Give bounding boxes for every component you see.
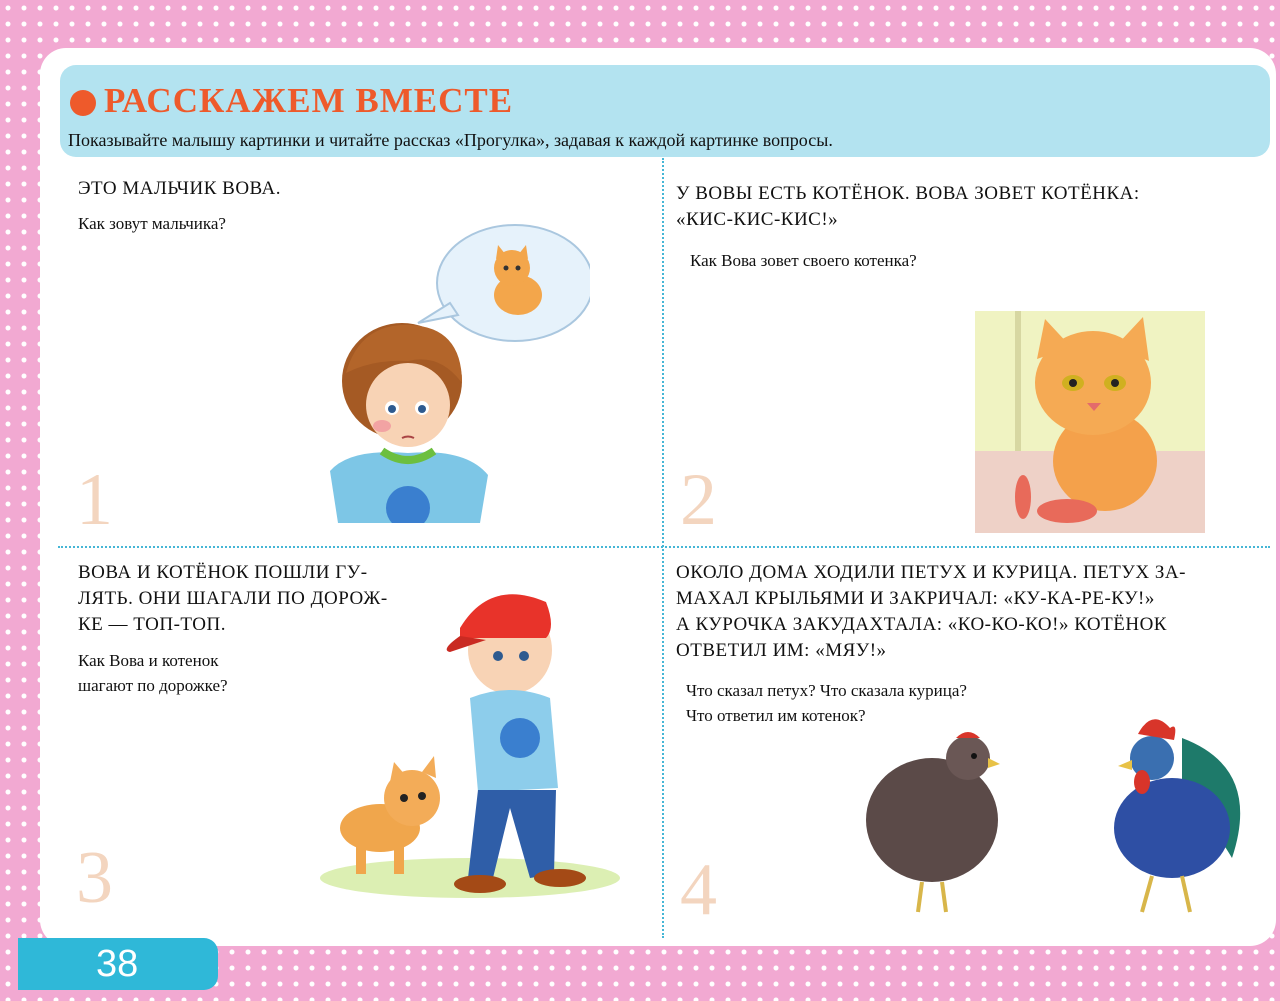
story-line: ЭТО МАЛЬЧИК ВОВА. [78,178,281,199]
story-line: ОТВЕТИЛ ИМ: «МЯУ!» [676,640,887,661]
book-page [40,48,1276,946]
question-line: Что ответил им котенок? [686,706,866,725]
boy-with-thought-bubble-illustration [290,223,590,523]
panel-2-number: 2 [680,459,717,541]
story-line: КЕ — ТОП-ТОП. [78,614,226,635]
panel-3-number: 3 [76,837,113,919]
question-line: шагают по дорожке? [78,676,228,695]
question-line: Как Вова и котенок [78,651,219,670]
panel-1-question [78,211,226,236]
horizontal-divider [58,546,1270,548]
page-number: 38 [96,943,139,985]
story-line: А КУРОЧКА ЗАКУДАХТАЛА: «КО-КО-КО!» КОТЁНОК [676,614,1167,635]
story-line: «КИС-КИС-КИС!» [676,209,839,230]
hen-and-rooster-illustration [852,698,1252,923]
section-header [60,65,1270,157]
section-instructions: Показывайте малышу картинки и читайте рассказ «Прогулка», задавая к каждой картинке вопросы. [68,130,833,150]
panel-1-number: 1 [76,459,113,541]
vertical-divider [662,158,664,938]
panel-2-story [676,181,1140,233]
story-line: У ВОВЫ ЕСТЬ КОТЁНОК. ВОВА ЗОВЕТ КОТЁНКА: [676,183,1140,204]
question-line: Как зовут мальчика? [78,214,226,233]
bullet-dot-icon [70,90,96,116]
panel-4-story [676,560,1186,664]
question-line: Что сказал петух? Что сказала курица? [686,681,967,700]
panel-3-question [78,648,228,698]
question-line: Как Вова зовет своего котенка? [690,251,917,270]
panel-4-number: 4 [680,849,717,931]
story-line: МАХАЛ КРЫЛЬЯМИ И ЗАКРИЧАЛ: «КУ-КА-РЕ-КУ!» [676,588,1155,609]
story-line: ЛЯТЬ. ОНИ ШАГАЛИ ПО ДОРОЖ- [78,588,388,609]
panel-1-story [78,176,281,202]
panel-2-question [690,248,917,273]
boy-and-kitten-walking-illustration [310,578,620,908]
story-line: ВОВА И КОТЁНОК ПОШЛИ ГУ- [78,562,368,583]
section-title: РАССКАЖЕМ ВМЕСТЕ [104,81,514,120]
story-line: ОКОЛО ДОМА ХОДИЛИ ПЕТУХ И КУРИЦА. ПЕТУХ ЗА- [676,562,1186,583]
kitten-near-wall-illustration [975,311,1205,533]
